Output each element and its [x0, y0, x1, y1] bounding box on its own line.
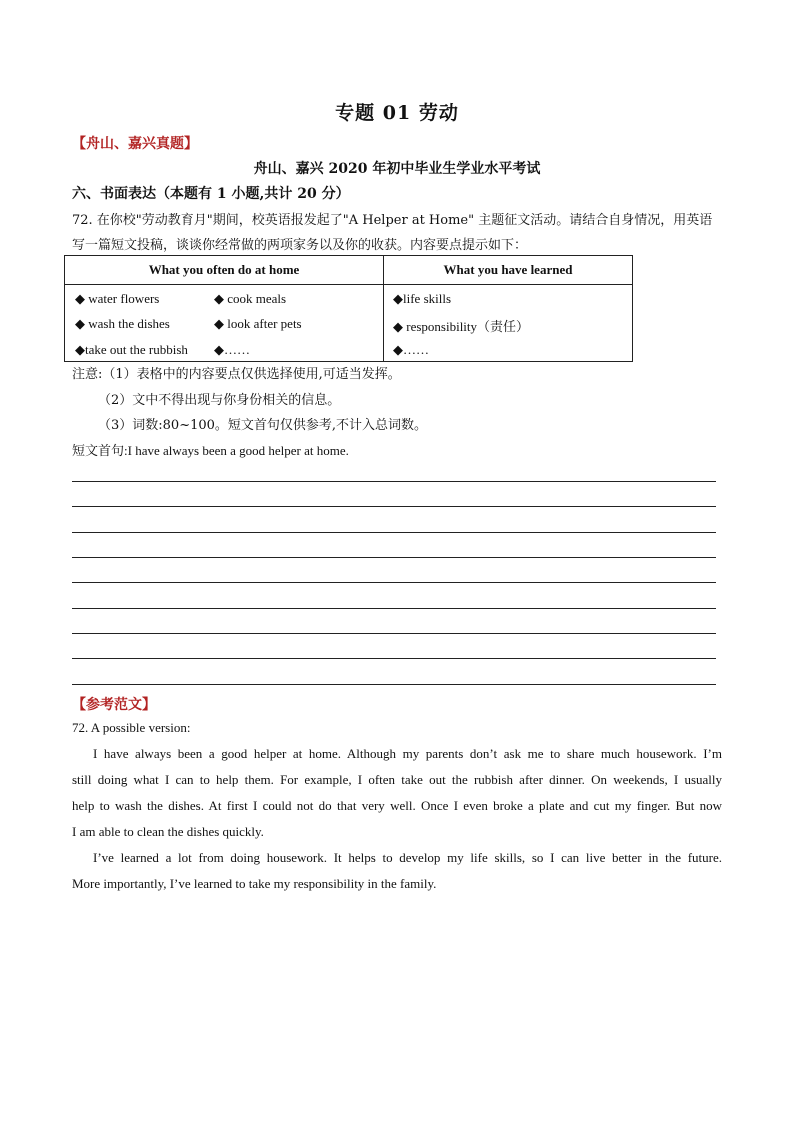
list-item: ◆ wash the dishes	[75, 316, 170, 331]
list-item: ◆ water flowers	[75, 291, 160, 306]
list-item: ◆ responsibility（责任）	[393, 319, 530, 334]
prompt-line-1: 72. 在你校"劳动教育月"期间，校英语报发起了"A Helper at Home" 主题征文活动。请结合自身情况，用英语	[72, 213, 713, 228]
writing-line	[72, 658, 716, 659]
note-1: 注意:（1）表格中的内容要点仅供选择使用,可适当发挥。	[72, 367, 401, 382]
essay-line: still doing what I can to help them. For example, I often take out the rubbish after dinner. On weekends, I usually	[72, 772, 722, 787]
writing-line	[72, 582, 716, 583]
essay-line: I’ve learned a lot from doing housework. It helps to develop my life skills, so I can live better in the future.	[93, 850, 722, 865]
essay-line: help to wash the dishes. At first I could not do that very well. Once I even broke a plate and cut my finger. But now	[72, 798, 722, 813]
page-title: 专题 01 劳动	[335, 102, 459, 124]
writing-line	[72, 633, 716, 634]
often-do-cell	[65, 285, 384, 362]
note-2: （2）文中不得出现与你身份相关的信息。	[98, 393, 341, 408]
source-tag: 【舟山、嘉兴真题】	[72, 136, 198, 152]
opening-sentence: 短文首句:I have always been a good helper at home.	[72, 443, 349, 458]
essay-line: More importantly, I’ve learned to take my responsibility in the family.	[72, 876, 437, 891]
writing-line	[72, 532, 716, 533]
writing-line	[72, 684, 716, 685]
list-item: ◆……	[214, 342, 250, 357]
note-3: （3）词数:80~100。短文首句仅供参考,不计入总词数。	[98, 418, 428, 433]
writing-line	[72, 481, 716, 482]
writing-line	[72, 557, 716, 558]
content-points-table	[64, 255, 633, 362]
table-header-often-do: What you often do at home	[65, 256, 384, 285]
essay-line: I have always been a good helper at home. Although my parents don’t ask me to share much housework. I’m	[93, 746, 722, 761]
list-item: ◆life skills	[393, 291, 452, 306]
list-item: ◆……	[393, 342, 429, 357]
answer-label: 72. A possible version:	[72, 720, 191, 735]
list-item: ◆ look after pets	[214, 316, 302, 331]
essay-line: I am able to clean the dishes quickly.	[72, 824, 264, 839]
answer-tag: 【参考范文】	[72, 697, 156, 713]
section-heading: 六、书面表达（本题有 1 小题,共计 20 分）	[72, 186, 350, 202]
list-item: ◆ cook meals	[214, 291, 287, 306]
writing-line	[72, 506, 716, 507]
list-item: ◆take out the rubbish	[75, 342, 188, 357]
writing-line	[72, 608, 716, 609]
exam-title: 舟山、嘉兴 2020 年初中毕业生学业水平考试	[253, 161, 541, 177]
table-header-learned: What you have learned	[384, 256, 633, 285]
learned-cell	[384, 285, 633, 362]
prompt-line-2: 写一篇短文投稿，谈谈你经常做的两项家务以及你的收获。内容要点提示如下：	[72, 238, 528, 253]
